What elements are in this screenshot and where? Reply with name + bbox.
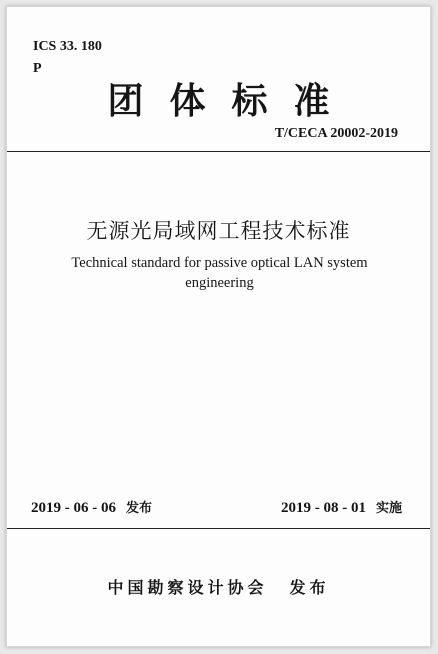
title-chinese: 无源光局域网工程技术标准 [86, 219, 351, 243]
ics-code: ICS 33. 180 [33, 39, 102, 54]
issue-date-line [31, 497, 152, 517]
document-cover [6, 6, 431, 647]
issue-date: 2019 - 06 - 06 [31, 500, 116, 516]
publisher-line [7, 575, 430, 598]
implement-label: 实施 [375, 501, 402, 516]
publish-label: 发布 [289, 578, 330, 597]
implement-date-line [281, 497, 402, 517]
title-english: Technical standard for passive optical LAN system engineering [71, 255, 368, 291]
standard-number: T/CECA 20002-2019 [274, 126, 398, 141]
classification-code: P [33, 61, 42, 76]
publisher-name: 中国勘察设计协会 [107, 578, 268, 597]
bottom-divider [7, 528, 430, 529]
issue-label: 发布 [126, 501, 153, 516]
implement-date: 2019 - 08 - 01 [280, 500, 366, 516]
top-divider [7, 151, 430, 152]
document-type-heading: 团体标准 [107, 81, 356, 122]
